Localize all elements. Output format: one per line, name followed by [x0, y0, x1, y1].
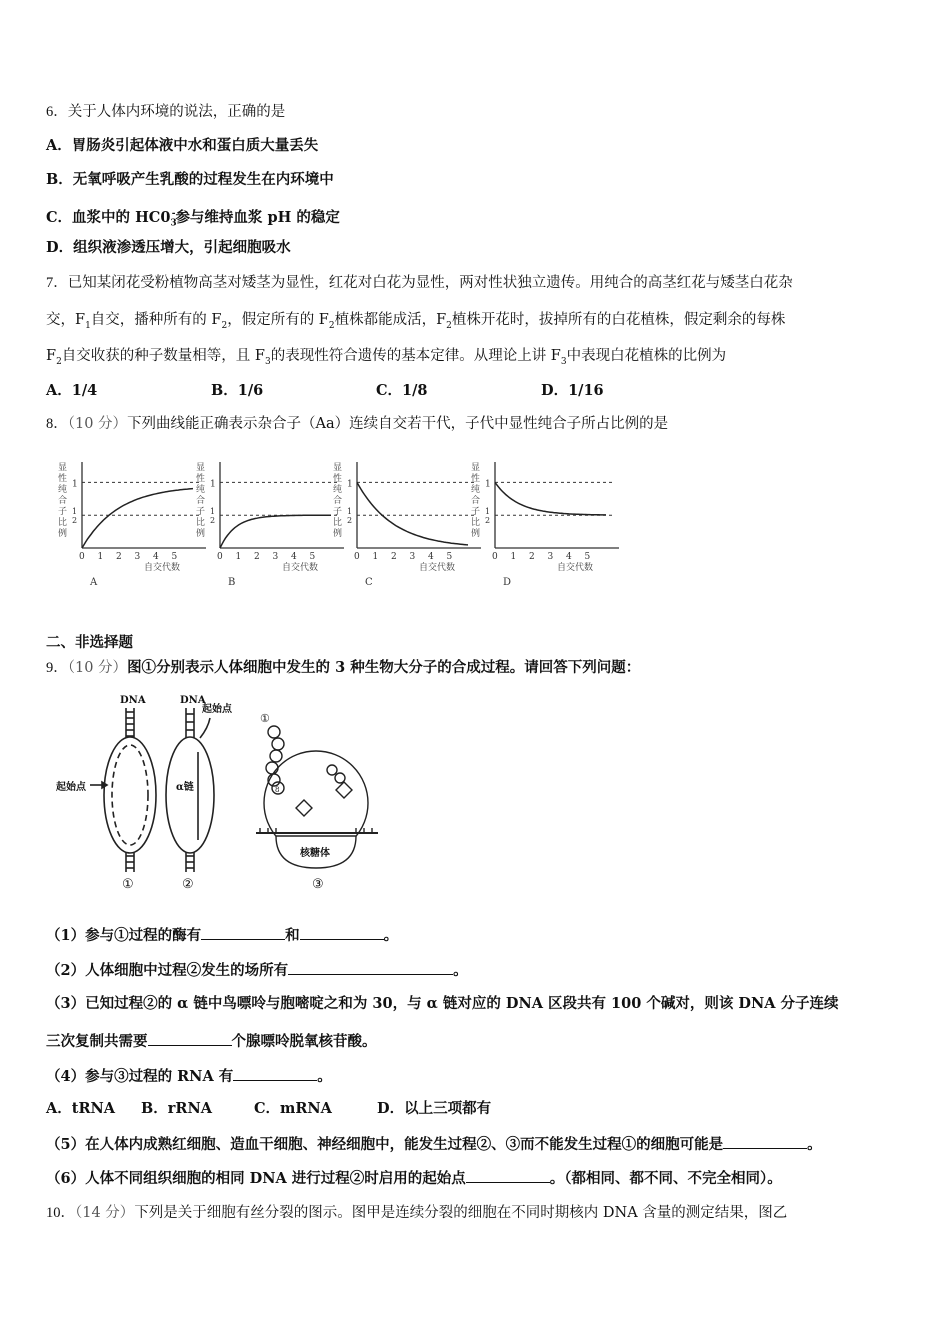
q8-xtick: 5 [171, 552, 178, 562]
q8-xtick: 5 [584, 552, 591, 562]
q8-xtick: 1 [510, 552, 517, 562]
q8-ylabel-char: 性 [333, 474, 343, 484]
q8-stem: 8．（10 分）下列曲线能正确表示杂合子（Aa）连续自交若干代，子代中显性纯合子所占比例的是 [46, 416, 669, 432]
q8-xtick: 1 [372, 552, 379, 562]
q8-ytick-half-num: 1 [210, 507, 216, 517]
q8-ytick-half-den: 2 [72, 516, 78, 526]
svg-text:②: ② [182, 877, 194, 892]
q7-option-d: D．1/16 [541, 382, 604, 399]
q8-ylabel-char: 性 [58, 474, 68, 484]
q7-stem-line3: $F_2$自交收获的种子数量相等，且 $F_3$的表现性符合遗传的基本定律。从理论上讲 $F_3$中表现白花植株的比例为 [46, 348, 727, 367]
q8-panel-c [333, 462, 481, 588]
q8-ylabel-char: 子 [58, 507, 68, 517]
q8-panel-d [471, 462, 619, 588]
q8-ylabel-char: 合 [333, 496, 343, 506]
q8-ytick-1: 1 [72, 479, 78, 490]
q6-stem: 6．关于人体内环境的说法，正确的是 [46, 104, 286, 120]
q9-part5-blank[interactable] [723, 1134, 807, 1149]
q8-xtick: 5 [309, 552, 316, 562]
q9-part5: （5）在人体内成熟红细胞、造血干细胞、神经细胞中，能发生过程②、③而不能发生过程①的细胞可能是 。 [46, 1136, 822, 1153]
q9-part2-blank[interactable] [288, 960, 453, 975]
q8-panel-label: A [90, 577, 98, 588]
q8-xtick: 2 [529, 552, 535, 562]
dna-replication-diagram [56, 695, 156, 892]
svg-text:③: ③ [312, 877, 324, 892]
q8-ylabel-char: 纯 [471, 485, 481, 495]
q8-xtick: 0 [217, 552, 223, 562]
q8-ylabel-char: 子 [196, 507, 206, 517]
q8-ylabel-char: 纯 [196, 485, 206, 495]
section-title-nonchoice: 二、非选择题 [46, 634, 133, 651]
q8-xtick: 4 [566, 552, 572, 562]
q9-stem: 9．（10 分）图①分别表示人体细胞中发生的 3 种生物大分子的合成过程。请回答下列问题： [46, 659, 641, 676]
q8-xtick: 3 [547, 552, 554, 562]
q8-xlabel: 自交代数 [557, 563, 594, 573]
q6-option-a: A．胃肠炎引起体液中水和蛋白质大量丢失 [46, 137, 319, 154]
q8-xtick: 1 [97, 552, 104, 562]
q7-option-b: B．1/6 [211, 382, 264, 399]
q8-ylabel-char: 纯 [333, 485, 343, 495]
q7-stem-line1: 7．已知某闭花受粉植物高茎对矮茎为显性，红花对白花为显性，两对性状独立遗传。用纯合的高茎红花与矮茎白花杂 [46, 275, 793, 291]
q8-xtick: 3 [409, 552, 416, 562]
q9-option-a: A．tRNA [46, 1100, 116, 1117]
q8-xtick: 2 [391, 552, 397, 562]
svg-text:DNA: DNA [120, 695, 146, 706]
q8-ylabel-char: 合 [471, 496, 481, 506]
q8-xtick: 1 [235, 552, 242, 562]
q8-ylabel-char: 显 [196, 463, 206, 473]
q8-panel-label: C [365, 577, 373, 588]
q8-xtick: 4 [428, 552, 434, 562]
q8-panel-b [196, 462, 344, 588]
q8-ylabel-char: 子 [333, 507, 343, 517]
q8-xlabel: 自交代数 [419, 563, 456, 573]
q8-ylabel-char: 显 [333, 463, 343, 473]
svg-text:起始点: 起始点 [56, 782, 86, 793]
q8-ytick-1: 1 [210, 479, 216, 490]
q9-part6-blank[interactable] [466, 1168, 550, 1183]
q7-option-a: A．1/4 [46, 382, 98, 399]
svg-text:DNA: DNA [180, 695, 206, 706]
q9-part2: （2）人体细胞中过程②发生的场所有 。 [46, 962, 468, 979]
q6-option-c: C．血浆中的 $HC0_3^-$参与维持血浆 pH 的稳定 [46, 208, 340, 229]
translation-diagram [256, 712, 378, 892]
q8-xtick: 5 [446, 552, 453, 562]
q9-part4-blank[interactable] [233, 1066, 317, 1081]
q6-option-b: B．无氧呼吸产生乳酸的过程发生在内环境中 [46, 171, 334, 188]
q8-curve [357, 482, 468, 545]
q8-ytick-half-num: 1 [347, 507, 353, 517]
transcription-diagram [166, 695, 233, 892]
q8-ytick-1: 1 [485, 479, 491, 490]
q8-ylabel-char: 例 [196, 529, 206, 539]
q9-synthesis-figure [50, 690, 400, 895]
q9-part4: （4）参与③过程的 RNA 有 。 [46, 1068, 332, 1085]
q8-xtick: 3 [272, 552, 279, 562]
svg-text:①: ① [260, 712, 270, 725]
q9-option-d: D．以上三项都有 [377, 1100, 492, 1117]
q9-part1-blank1[interactable] [201, 925, 285, 940]
q8-ylabel-char: 子 [471, 507, 481, 517]
q8-xtick: 4 [291, 552, 297, 562]
q8-ytick-1: 1 [347, 479, 353, 490]
q8-xtick: 3 [134, 552, 141, 562]
q8-ytick-half-den: 2 [485, 516, 491, 526]
q8-ylabel-char: 性 [196, 474, 206, 484]
q8-ylabel-char: 合 [58, 496, 68, 506]
q9-part6: （6）人体不同组织细胞的相同 DNA 进行过程②时启用的起始点 。（都相同、都不同、不完全相同）。 [46, 1170, 782, 1187]
q8-ytick-half-num: 1 [72, 507, 78, 517]
q10-stem: 10．（14 分）下列是关于细胞有丝分裂的图示。图甲是连续分裂的细胞在不同时期核内 DNA 含量的测定结果，图乙 [46, 1205, 788, 1221]
q8-ylabel-char: 合 [196, 496, 206, 506]
svg-text:8: 8 [275, 786, 280, 794]
svg-text:α链: α链 [176, 782, 194, 793]
q9-part3-line2: 三次复制共需要 个腺嘌呤脱氧核苷酸。 [46, 1033, 377, 1050]
q8-ylabel-char: 比 [58, 518, 68, 528]
q8-xlabel: 自交代数 [144, 563, 181, 573]
svg-text:核糖体: 核糖体 [300, 848, 330, 859]
svg-text:起始点: 起始点 [202, 704, 232, 715]
q6-option-d: D．组织液渗透压增大，引起细胞吸水 [46, 239, 291, 256]
q9-option-c: C．mRNA [254, 1100, 332, 1117]
q8-xtick: 4 [153, 552, 159, 562]
q8-xtick: 2 [116, 552, 122, 562]
q8-xtick: 0 [79, 552, 85, 562]
q8-ylabel-char: 例 [58, 529, 68, 539]
q7-stem-line2: 交，$F_1$自交，播种所有的 $F_2$，假定所有的 $F_2$植株都能成活，$F_2$植株开花时，拔掉所有的白花植株，假定剩余的每株 [46, 312, 786, 331]
q9-option-b: B．rRNA [141, 1100, 212, 1117]
q8-xtick: 2 [254, 552, 260, 562]
q9-part1: （1）参与①过程的酶有 和 。 [46, 927, 399, 944]
q8-ylabel-char: 纯 [58, 485, 68, 495]
q8-xlabel: 自交代数 [282, 563, 319, 573]
q8-curve-figure [50, 452, 620, 597]
q8-ylabel-char: 比 [471, 518, 481, 528]
q8-ylabel-char: 显 [471, 463, 481, 473]
q7-option-c: C．1/8 [376, 382, 428, 399]
q8-xtick: 0 [354, 552, 360, 562]
q8-ylabel-char: 例 [333, 529, 343, 539]
svg-text:①: ① [122, 877, 134, 892]
q8-curve [495, 482, 606, 515]
q9-part3-line1: （3）已知过程②的 α 链中鸟嘌呤与胞嘧啶之和为 30，与 α 链对应的 DNA 区段共有 100 个碱对，则该 DNA 分子连续 [46, 995, 839, 1012]
q8-ytick-half-num: 1 [485, 507, 491, 517]
q8-xtick: 0 [492, 552, 498, 562]
q8-ytick-half-den: 2 [347, 516, 353, 526]
q8-ytick-half-den: 2 [210, 516, 216, 526]
q9-part1-blank2[interactable] [300, 925, 384, 940]
q8-panel-a [58, 462, 206, 588]
q9-part3-blank[interactable] [148, 1031, 232, 1046]
q8-curve [220, 515, 331, 548]
q8-panel-label: D [503, 577, 512, 588]
q8-ylabel-char: 例 [471, 529, 481, 539]
q8-curve [82, 489, 193, 548]
q8-ylabel-char: 比 [196, 518, 206, 528]
q8-ylabel-char: 比 [333, 518, 343, 528]
q8-ylabel-char: 性 [471, 474, 481, 484]
q8-panel-label: B [228, 577, 236, 588]
q8-ylabel-char: 显 [58, 463, 68, 473]
